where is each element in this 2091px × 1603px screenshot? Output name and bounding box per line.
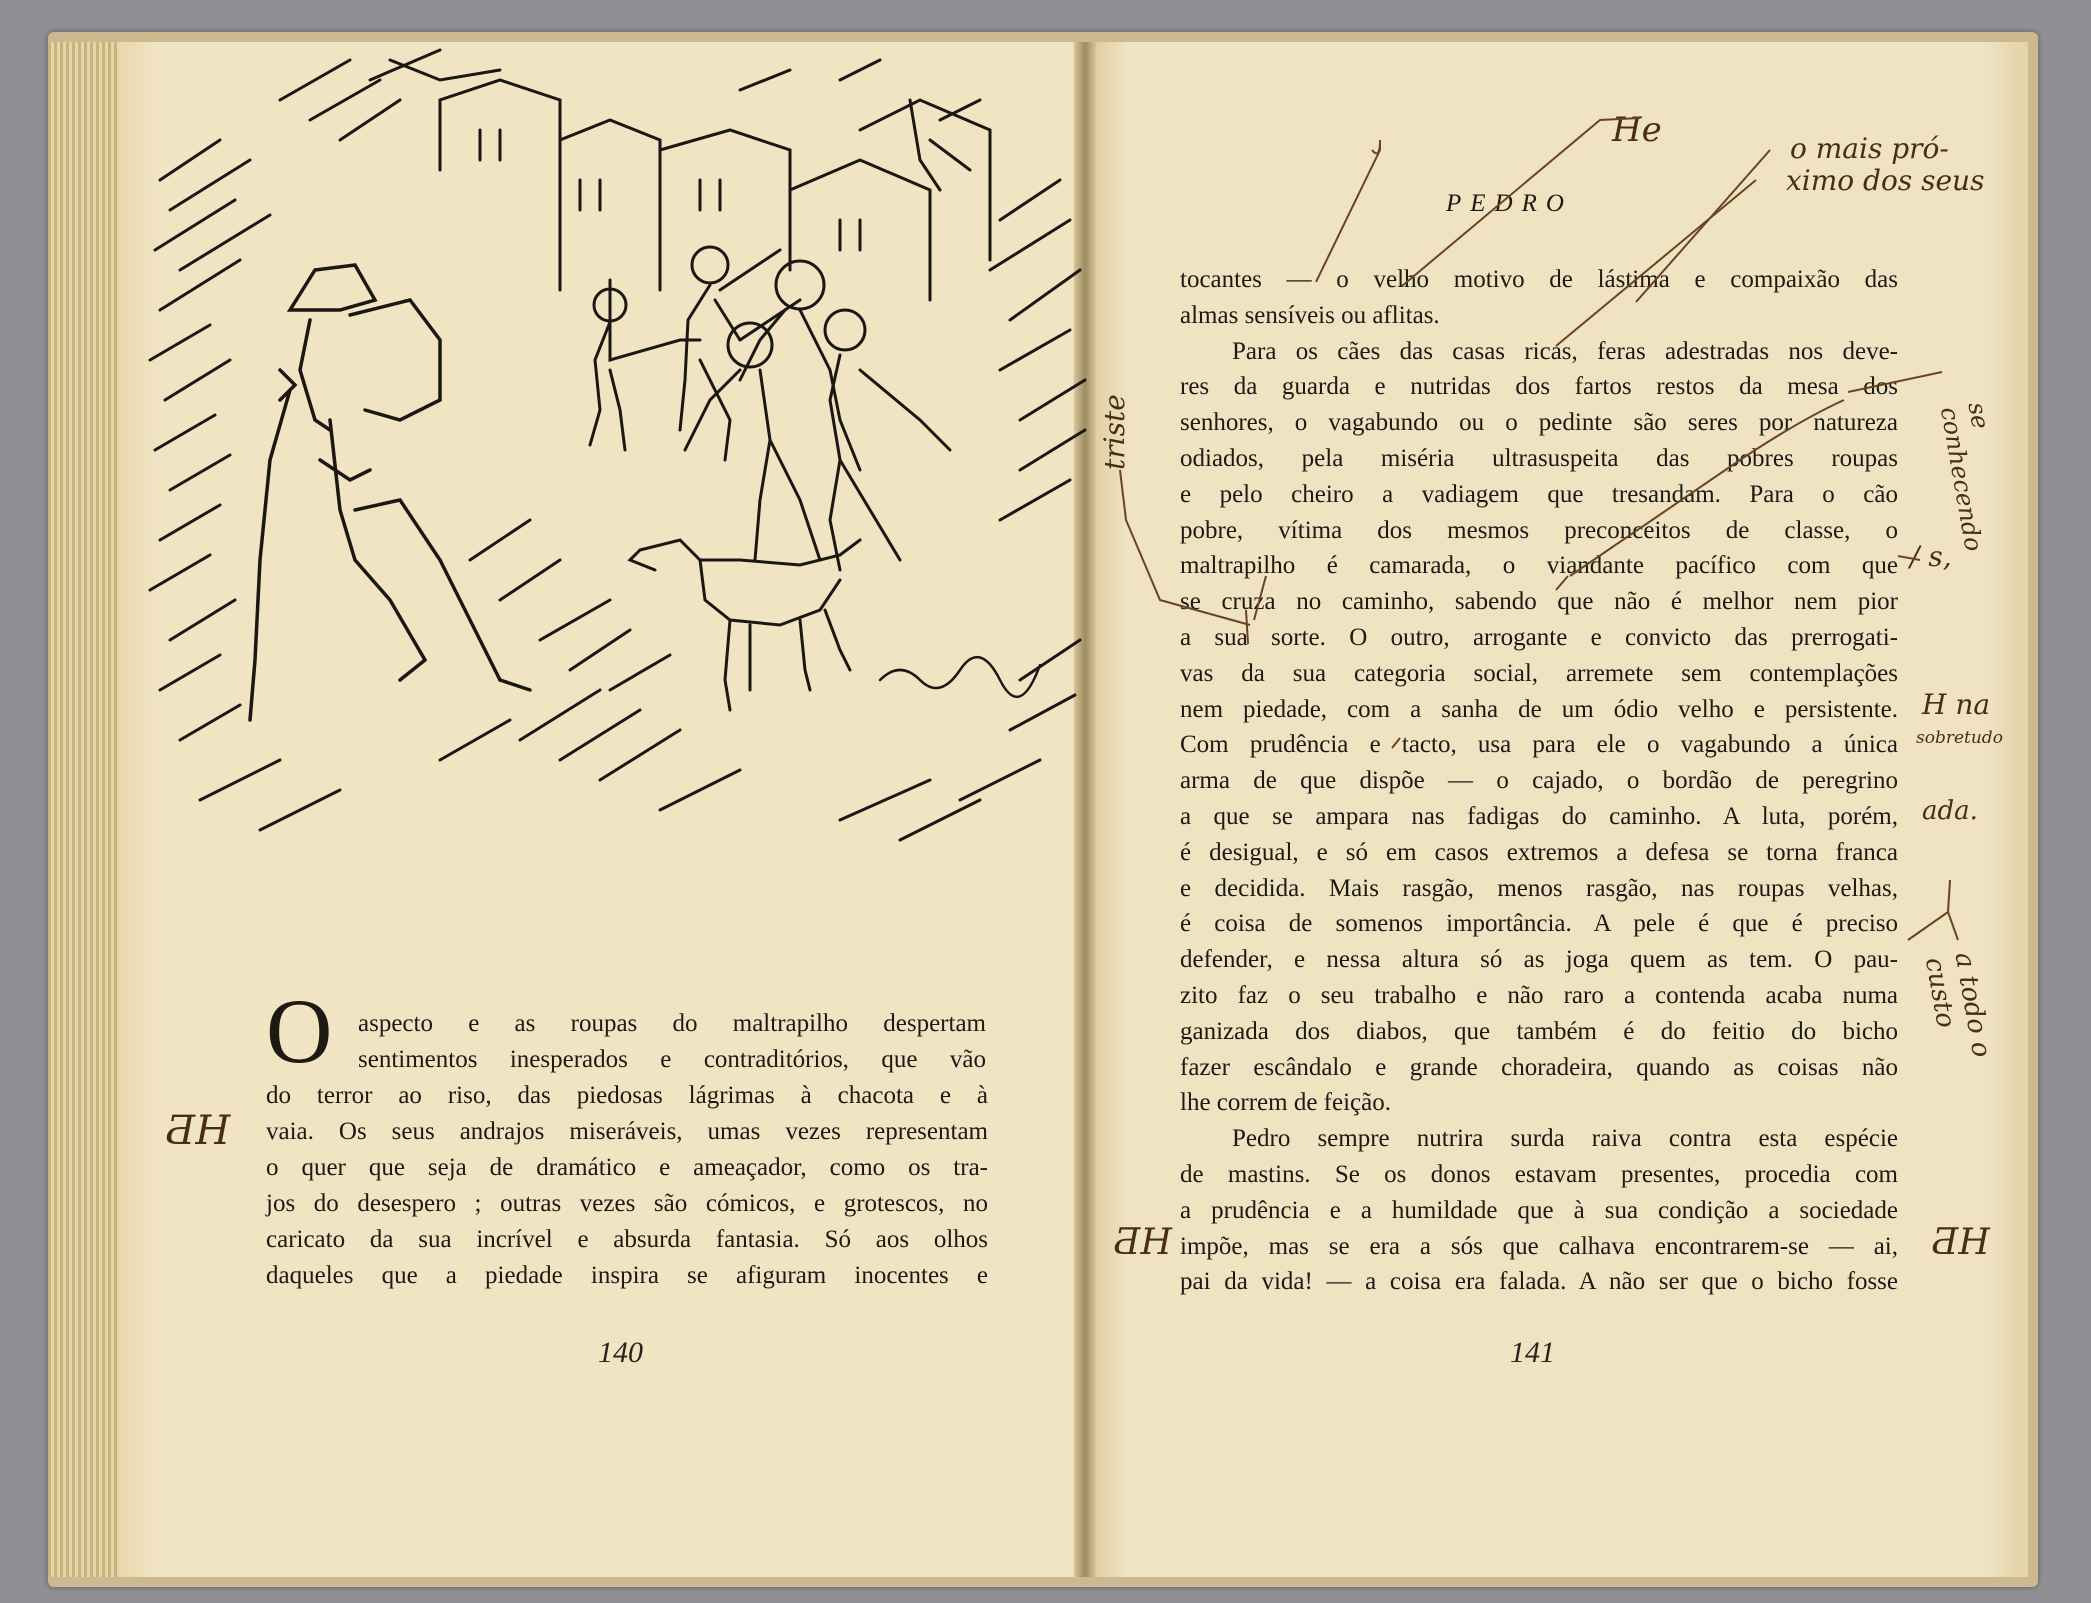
text-line: se cruza no caminho, sabendo que não é melhor nem pior (1180, 588, 1898, 616)
text-line: maltrapilho é camarada, o viandante pacífico com que (1180, 552, 1898, 580)
handwritten-triste: triste (1098, 394, 1131, 470)
illustration-street-scene (140, 40, 1100, 895)
text-line: nem piedade, com a sanha de um ódio velho e persistente. (1180, 695, 1898, 723)
handwritten-a-todo-o-custo: a todo o custo (1918, 950, 1997, 1060)
drop-cap: O (266, 980, 333, 1082)
text-line: vas da sua categoria social, arremete sem contemplações (1180, 659, 1898, 687)
text-line: pai da vida! — a coisa era falada. A não ser que o bicho fosse (1180, 1268, 1898, 1296)
text-line: daqueles que a piedade inspira se afiguram inocentes e (266, 1262, 988, 1289)
text-line: almas sensíveis ou aflitas. (1180, 301, 1440, 329)
text-line: vaia. Os seus andrajos miseráveis, umas vezes representam (266, 1118, 988, 1145)
text-line: pobre, vítima dos mesmos preconceitos de classe, o (1180, 516, 1898, 544)
running-head: PEDRO (1446, 190, 1573, 217)
dog (630, 540, 860, 710)
left-page-body-cont (266, 1078, 988, 1294)
text-line: fazer escândalo e grande choradeira, quando as coisas não (1180, 1053, 1898, 1081)
text-line: arma de que dispõe — o cajado, o bordão de peregrino (1180, 767, 1898, 795)
right-page-body (1180, 262, 1898, 1300)
text-line: jos do desespero ; outras vezes são cómicos, e grotescos, no (266, 1190, 988, 1217)
text-line: de mastins. Se os donos estavam presentes, procedia com (1180, 1160, 1898, 1188)
text-line: o quer que seja de dramático e ameaçador, como os tra- (266, 1154, 988, 1181)
handwritten-sobretudo: sobretudo (1916, 728, 2003, 748)
handwritten-mark-bottom-left: ƋH (1114, 1222, 1172, 1263)
handwritten-mark-bottom-right: ƋH (1932, 1222, 1990, 1263)
text-line: zito faz o seu trabalho e não raro a contenda acaba numa (1180, 981, 1898, 1009)
children (590, 247, 950, 570)
text-line: aspecto e as roupas do maltrapilho despertam (358, 1010, 986, 1037)
text-line: sentimentos inesperados e contraditórios, que vão (358, 1046, 986, 1073)
left-page-body (358, 1006, 986, 1078)
page-edges (48, 42, 126, 1577)
text-line: defender, e nessa altura só as joga quem as tem. O pau- (1180, 946, 1898, 974)
handwritten-top-right-1: o mais pró- (1790, 132, 1949, 165)
artist-signature (880, 657, 1040, 697)
handwritten-top-right-2: ximo dos seus (1786, 164, 1985, 197)
text-line: é desigual, e só em casos extremos a defesa se torna franca (1180, 838, 1898, 866)
text-line: a prudência e a humildade que à sua condição a sociedade (1180, 1196, 1898, 1224)
handwritten-se-conhecendo: se conhecendo (1934, 400, 1995, 554)
text-line: e pelo cheiro a vadiagem que tresandam. Para o cão (1180, 480, 1898, 508)
text-line: lhe correm de feição. (1180, 1089, 1391, 1117)
text-line: impõe, mas se era a sós que calhava encontrarem-se — ai, (1180, 1232, 1898, 1260)
text-line: Para os cães das casas ricas, feras adestradas nos deve- (1232, 337, 1898, 365)
text-line: tocantes — o velho motivo de lástima e compaixão das (1180, 266, 1898, 293)
text-line: é coisa de somenos importância. A pele é que é preciso (1180, 910, 1898, 938)
text-line: res da guarda e nutridas dos fartos restos da mesa dos (1180, 373, 1898, 401)
page-number-right: 141 (1510, 1336, 1555, 1369)
text-line: Com prudência e tacto, usa para ele o vagabundo a única (1180, 731, 1898, 759)
handwritten-h-na: H na (1922, 688, 1991, 721)
page-number-left: 140 (598, 1336, 643, 1369)
handwritten-s: / s, (1910, 540, 1952, 573)
text-line: do terror ao riso, das piedosas lágrimas à chacota e à (266, 1082, 988, 1109)
text-line: senhores, o vagabundo ou o pedinte são seres por natureza (1180, 409, 1898, 437)
text-line: odiados, pela miséria ultrasuspeita das pobres roupas (1180, 444, 1898, 472)
handwritten-ada: ada. (1922, 796, 1978, 826)
text-line: a sua sorte. O outro, arrogante e convicto das prerrogati- (1180, 623, 1898, 651)
text-line: e decidida. Mais rasgão, menos rasgão, nas roupas velhas, (1180, 874, 1898, 902)
text-line: Pedro sempre nutrira surda raiva contra esta espécie (1232, 1125, 1898, 1153)
text-line: a que se ampara nas fadigas do caminho. A luta, porém, (1180, 802, 1898, 830)
text-line: caricato da sua incrível e absurda fantasia. Só aos olhos (266, 1226, 988, 1253)
margin-note-left: ƋH (166, 1108, 231, 1154)
handwritten-he: He (1612, 110, 1662, 150)
old-beggar (250, 265, 530, 720)
text-line: ganizada dos diabos, que também é do feitio do bicho (1180, 1017, 1898, 1045)
